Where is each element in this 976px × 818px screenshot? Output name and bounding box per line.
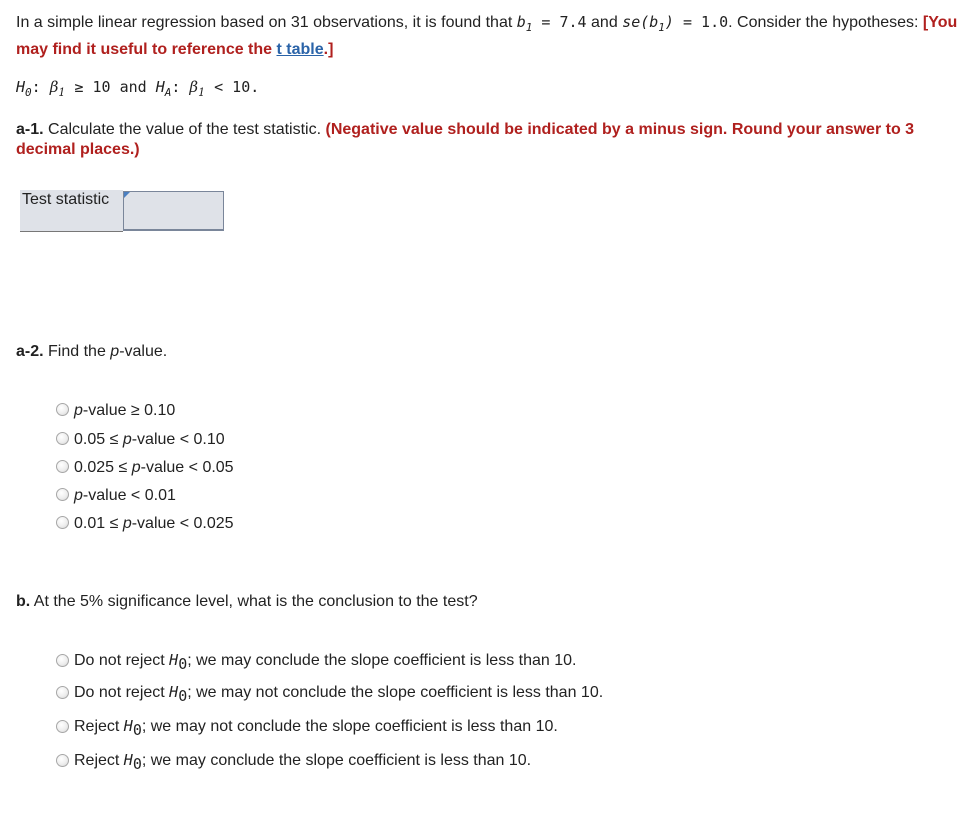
radio-button[interactable]	[56, 754, 69, 767]
radio-button[interactable]	[56, 460, 69, 473]
beta1-symbol: $\beta_1$	[49, 78, 66, 99]
a2-option[interactable]: p-value < 0.01	[56, 484, 176, 508]
se-symbol: $se(b_1)$	[622, 13, 674, 34]
a2-option[interactable]: p-value ≥ 0.10	[56, 399, 175, 423]
radio-button[interactable]	[56, 654, 69, 667]
a2-option[interactable]: 0.01 ≤ p-value < 0.025	[56, 512, 234, 536]
a2-option[interactable]: 0.025 ≤ p-value < 0.05	[56, 456, 234, 480]
b-label: b.	[16, 593, 31, 610]
test-statistic-table	[20, 190, 224, 232]
a1-label: a-1.	[16, 121, 44, 138]
question-b: b. At the 5% significance level, what is the conclusion to the test?	[16, 593, 478, 610]
radio-button[interactable]	[56, 432, 69, 445]
hypotheses: $H_0$: $\beta_1 \ge 10$ and $H_A$: $\beta_1 < 10$.	[16, 78, 260, 99]
t-table-link[interactable]: t table	[276, 41, 324, 58]
question-a1: a-1. Calculate the value of the test statistic. (Negative value should be indicated by a minus sign. Round your answer to 3 decimal places.)	[16, 121, 915, 158]
question-a2: a-2. Find the p-value.	[16, 343, 168, 360]
radio-button[interactable]	[56, 403, 69, 416]
test-statistic-label: Test statistic	[20, 190, 123, 232]
h0-symbol: $H_0$	[16, 78, 32, 99]
radio-button[interactable]	[56, 720, 69, 733]
input-corner-marker	[124, 192, 130, 198]
se-value: = 1.0	[673, 13, 729, 31]
a2-option[interactable]: 0.05 ≤ p-value < 0.10	[56, 428, 225, 452]
beta2-symbol: $\beta_1$	[189, 78, 206, 99]
reference-note: [You may find it useful to reference the t table.]	[16, 14, 958, 58]
intro-text: In a simple linear regression based on 31 observations, it is found that	[16, 14, 517, 31]
a1-instruction: (Negative value should be indicated by a minus sign. Round your answer to 3 decimal places.)	[16, 121, 915, 158]
b-option[interactable]: Do not reject $H_0$; we may not conclude the slope coefficient is less than 10.	[56, 682, 603, 706]
b-option[interactable]: Reject $H_0$; we may conclude the slope coefficient is less than 10.	[56, 750, 531, 774]
radio-button[interactable]	[56, 516, 69, 529]
b1-symbol: $b_1$	[516, 13, 533, 34]
radio-button[interactable]	[56, 686, 69, 699]
test-statistic-input[interactable]	[123, 191, 224, 231]
b-option[interactable]: Reject $H_0$; we may not conclude the slope coefficient is less than 10.	[56, 716, 558, 740]
radio-button[interactable]	[56, 488, 69, 501]
question-intro: In a simple linear regression based on 31 observations, it is found that $b_1 = 7.4$ and $se(b_1) = 1.0$. Consider the hypotheses: [You may find it useful to reference the t table.]	[16, 13, 958, 58]
ha-symbol: $H_A$	[155, 78, 172, 99]
a2-label: a-2.	[16, 343, 44, 360]
b1-value: = 7.4	[532, 13, 587, 31]
b-option[interactable]: Do not reject $H_0$; we may conclude the slope coefficient is less than 10.	[56, 650, 576, 674]
